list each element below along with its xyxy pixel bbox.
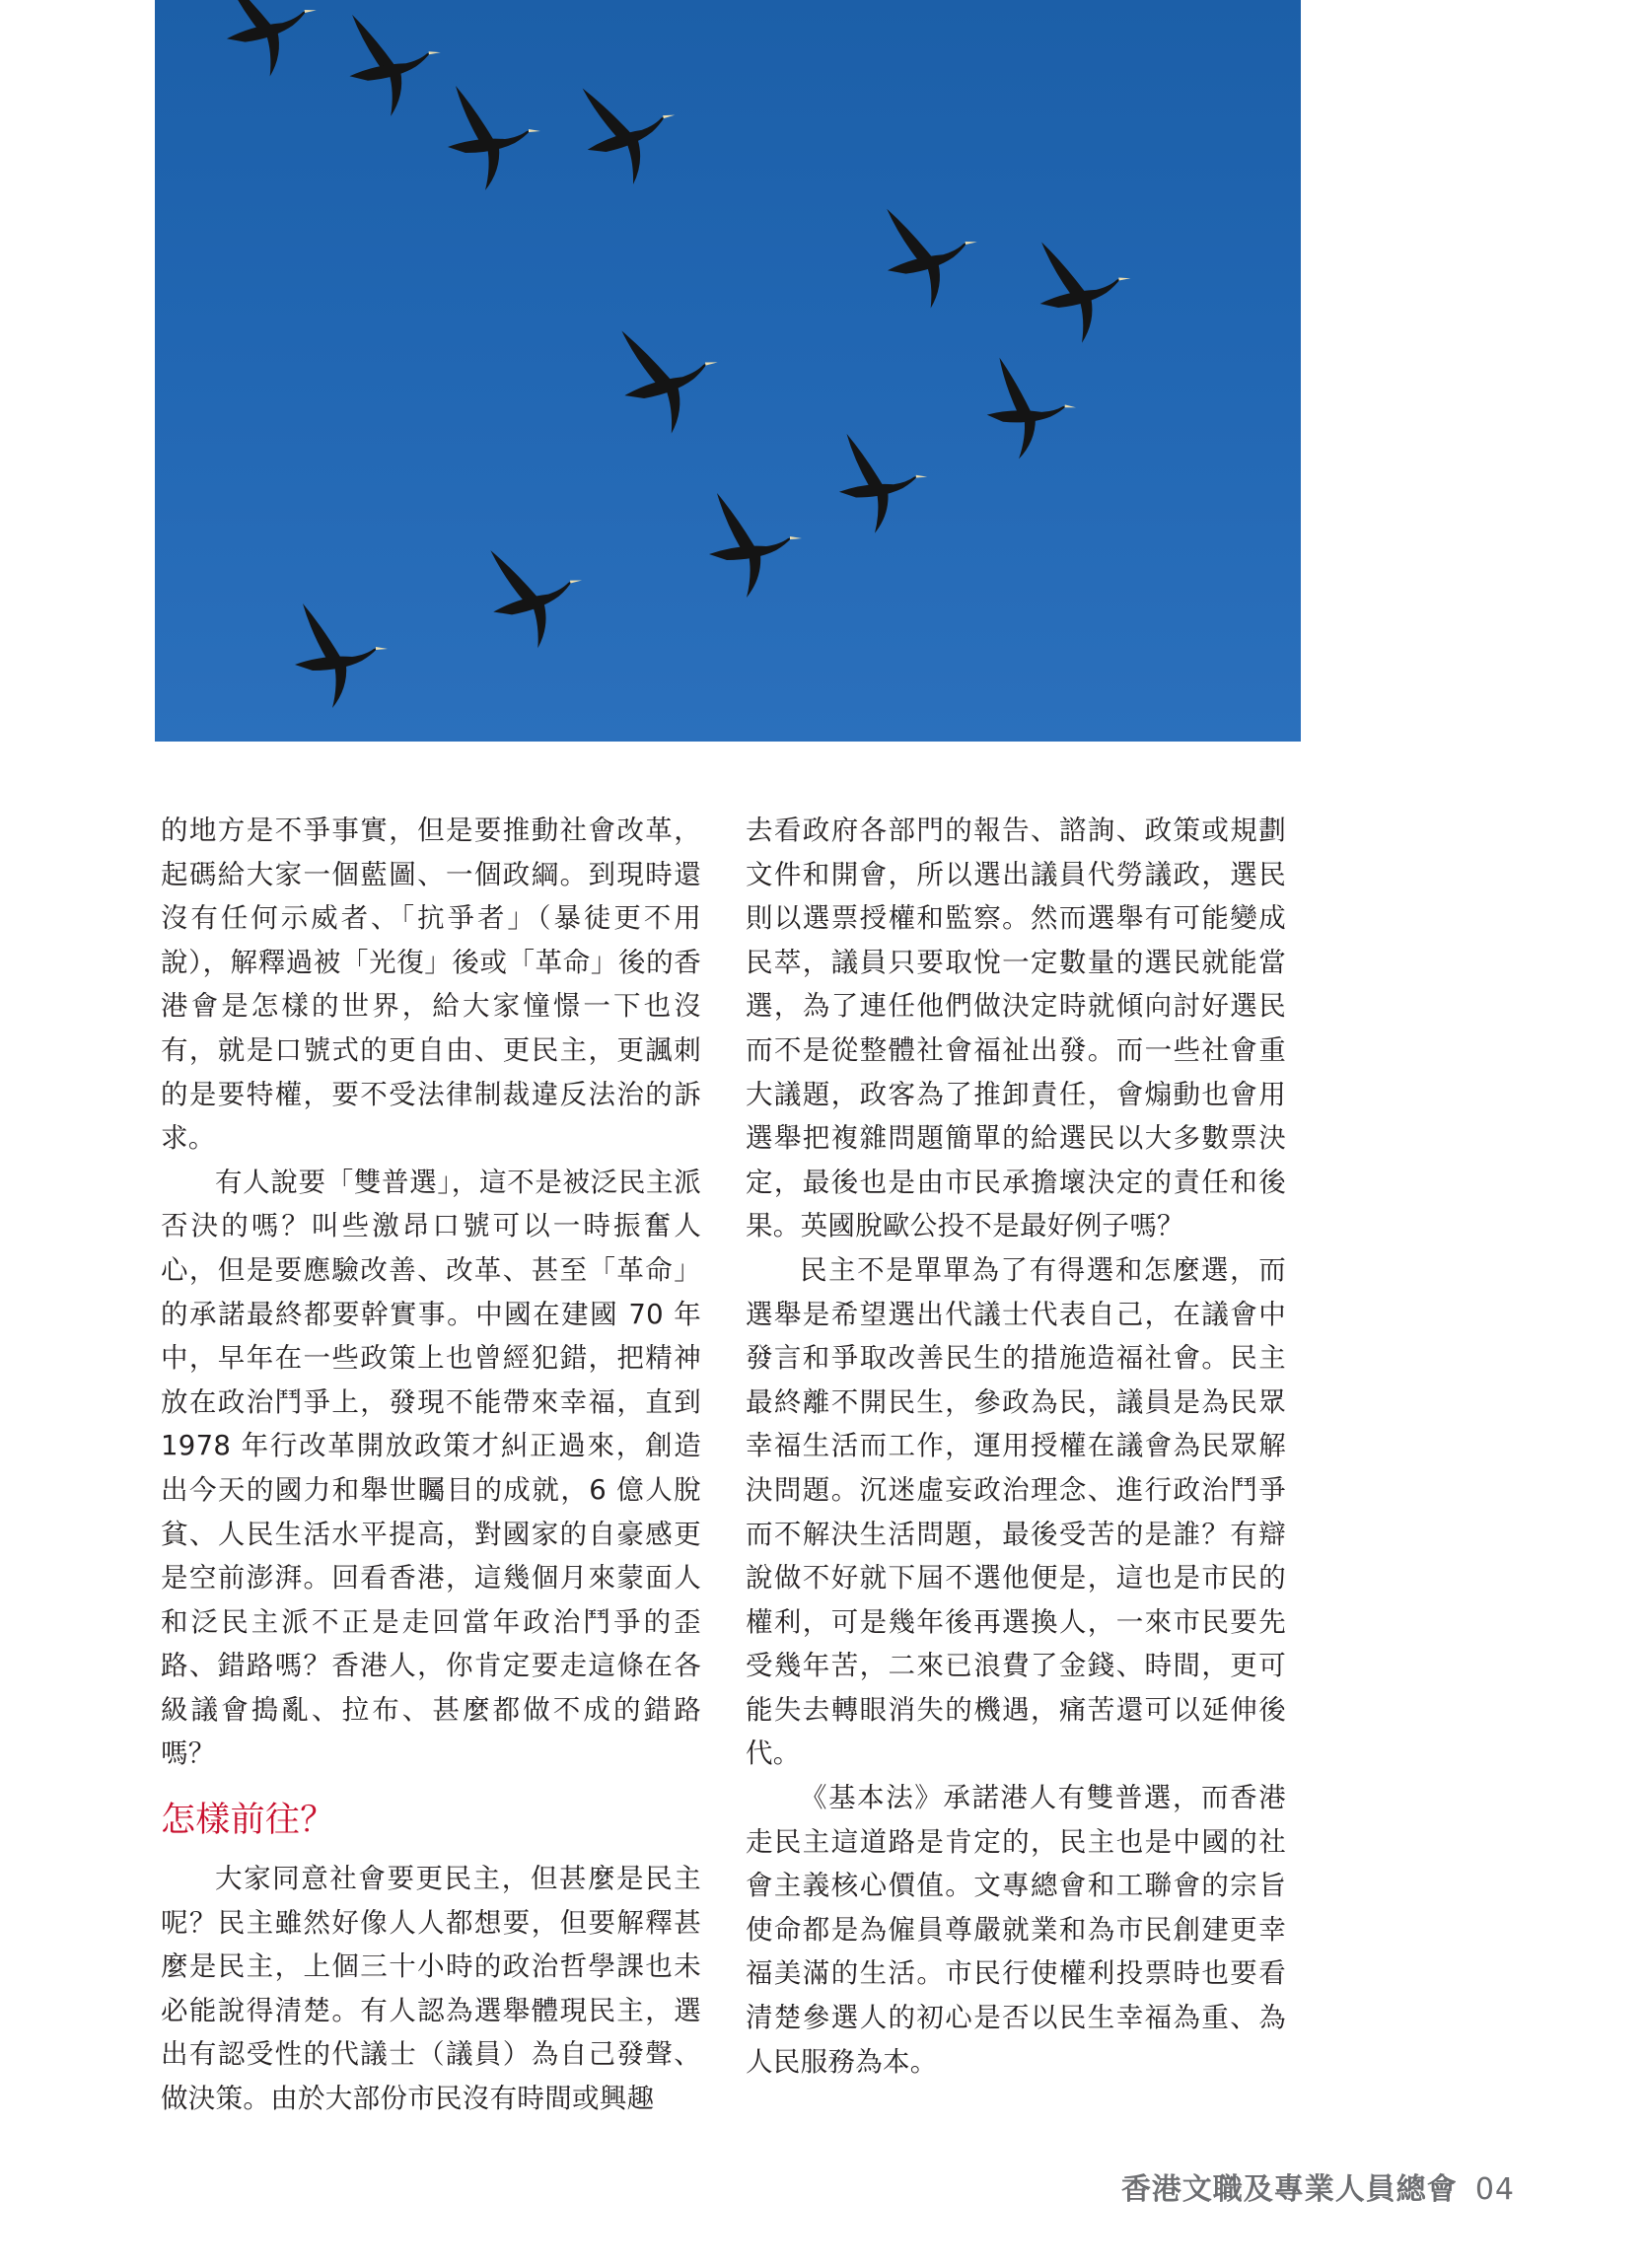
bird-silhouette	[879, 197, 985, 314]
section-heading: 怎樣前往？	[161, 1801, 335, 1841]
organization-name: 香港文職及專業人員總會	[1120, 2172, 1458, 2207]
bird-silhouette	[218, 0, 324, 82]
bird-silhouette	[709, 493, 802, 598]
page-number: 04	[1474, 2172, 1515, 2207]
bird-silhouette	[983, 357, 1080, 463]
bird-silhouette	[839, 434, 927, 533]
article-column-right	[746, 809, 1286, 2084]
header-photo-cormorants	[155, 0, 1301, 742]
article-column-left	[161, 809, 701, 2121]
paragraph: 《基本法》承諾港人有雙普選，而香港走民主這道路是肯定的，民主也是中國的社會主義核心價值。文專總會和工聯會的宗旨使命都是為僱員尊嚴就業和為市民創建更幸福美滿的生活。市民行使權利投票時也要看清楚參選人的初心是否以民生幸福為重、為人民服務為本。	[746, 1782, 1286, 2078]
bird-silhouette	[1034, 233, 1137, 346]
bird-silhouette	[448, 86, 540, 190]
page-footer	[1121, 2164, 1515, 2208]
bird-silhouette	[344, 7, 446, 119]
paragraph: 大家同意社會要更民主，但甚麼是民主呢？民主雖然好像人人都想要，但要解釋甚麼是民主，上個三十小時的政治哲學課也未必能說得清楚。有人認為選舉體現民主，選出有認受性的代議士（議員）為自己發聲、做決策。由於大部份市民沒有時間或興趣	[161, 1863, 701, 2115]
bird-silhouette	[613, 316, 729, 441]
paragraph: 民主不是單單為了有得選和怎麼選，而選舉是希望選出代議士代表自己，在議會中發言和爭取改善民生的措施造福社會。民主最終離不開民生，參政為民，議員是為民眾幸福生活而工作，運用授權在議會為民眾解決問題。沉迷虛妄政治理念、進行政治鬥爭而不解決生活問題，最後受苦的是誰？有辯說做不好就下屆不選他便是，這也是市民的權利，可是幾年後再選換人，一來市民要先受幾年苦，二來已浪費了金錢、時間，更可能失去轉眼消失的機遇，痛苦還可以延伸後代。	[746, 1253, 1286, 1770]
bird-silhouette	[575, 71, 687, 192]
paragraph: 去看政府各部門的報告、諮詢、政策或規劃文件和開會，所以選出議員代勞議政，選民則以選票授權和監察。然而選舉有可能變成民萃，議員只要取悅一定數量的選民就能當選，為了連任他們做決定時就傾向討好選民而不是從整體社會福祉出發。而一些社會重大議題，政客為了推卸責任，會煽動也會用選舉把複雜問題簡單的給選民以大多數票決定，最後也是由市民承擔壞決定的責任和後果。英國脫歐公投不是最好例子嗎？	[746, 815, 1286, 1242]
paragraph: 有人說要「雙普選」，這不是被泛民主派否決的嗎？叫些激昂口號可以一時振奮人心，但是要應驗改善、改革、甚至「革命」的承諾最終都要幹實事。中國在建國 70 年中，早年在一些政策上也曾經犯錯，把精神放在政治鬥爭上，發現不能帶來幸福，直到 1978 年行改革開放政策才糾正過來，創造出今天的國力和舉世矚目的成就，6 億人脫貧、人民生活水平提高，對國家的自豪感更是空前澎湃。回看香港，這幾個月來蒙面人和泛民主派不正是走回當年政治鬥爭的歪路、錯路嗎？香港人，你肯定要走這條在各級議會搗亂、拉布、甚麼都做不成的錯路嗎？	[161, 1166, 701, 1770]
bird-silhouette	[295, 603, 388, 708]
paragraph: 的地方是不爭事實，但是要推動社會改革，起碼給大家一個藍圖、一個政綱。到現時還沒有任何示威者、「抗爭者」（暴徒更不用說），解釋過被「光復」後或「革命」後的香港會是怎樣的世界，給大家憧憬一下也沒有，就是口號式的更自由、更民主，更諷刺的是要特權，要不受法律制裁違反法治的訴求。	[161, 815, 701, 1155]
bird-silhouette	[483, 535, 593, 655]
flying-birds-illustration	[155, 0, 1301, 742]
